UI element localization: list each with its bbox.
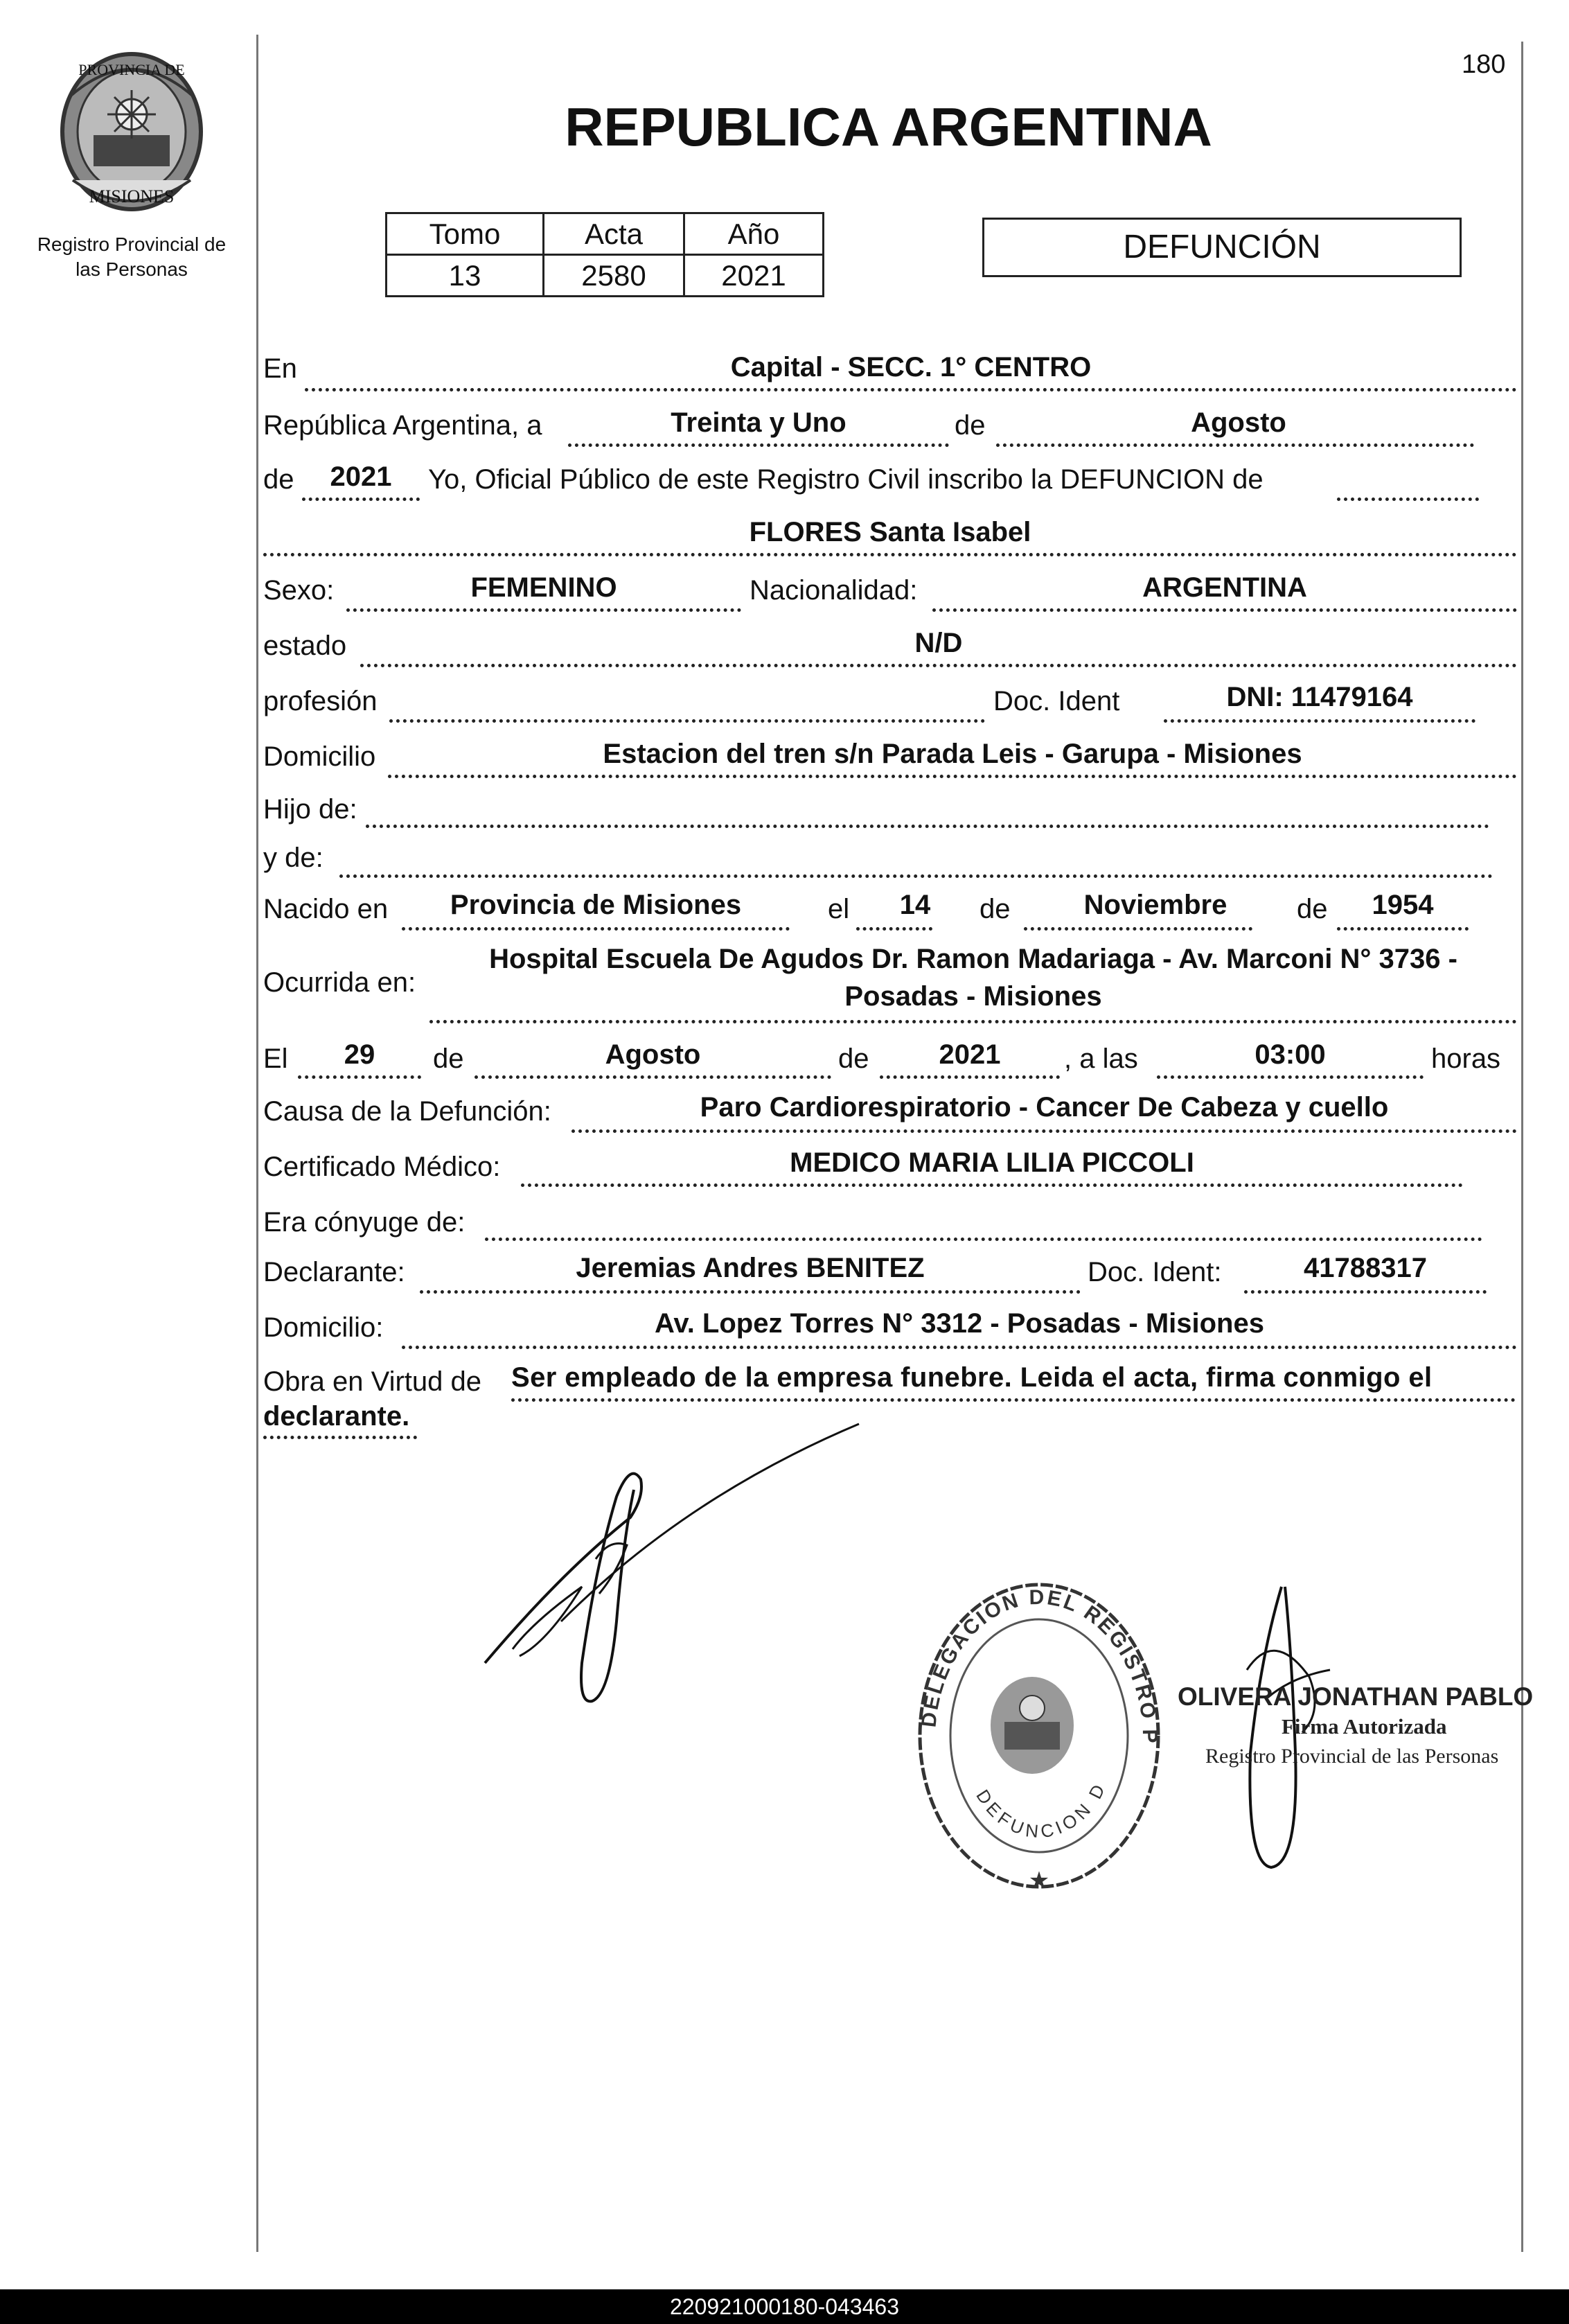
footer-bar [0, 2289, 1569, 2324]
registry-name-line2: las Personas [76, 258, 188, 280]
value-deceased-name: FLORES Santa Isabel [749, 517, 1031, 547]
value-death-place-line1: Hospital Escuela De Agudos Dr. Ramon Madariaga - Av. Marconi N° 3736 - [489, 944, 1457, 974]
table-value-tomo: 13 [387, 255, 544, 297]
line-spouse [485, 1238, 1482, 1241]
line-declarant [420, 1290, 1081, 1294]
line-death-month [475, 1075, 831, 1079]
line-day [568, 443, 949, 447]
label-conyuge: Era cónyuge de: [263, 1207, 466, 1238]
value-sex: FEMENINO [470, 572, 617, 603]
official-seal [907, 1573, 1171, 1899]
label-doc-ident: Doc. Ident [993, 686, 1120, 716]
value-birth-day: 14 [899, 890, 931, 920]
label-obra: Obra en Virtud de [263, 1366, 482, 1397]
line-declarant-address [402, 1346, 1517, 1349]
line-cause [571, 1129, 1517, 1133]
footer-barcode-id: 220921000180-043463 [670, 2294, 899, 2319]
line-address [388, 775, 1517, 778]
label-yo-oficial: Yo, Oficial Público de este Registro Civil inscribo la DEFUNCION de [428, 464, 1264, 495]
label-horas: horas [1431, 1044, 1501, 1074]
label-el-2: El [263, 1044, 288, 1074]
value-day: Treinta y Uno [671, 407, 846, 438]
line-birth-day [856, 927, 932, 931]
svg-text:PROVINCIA DE: PROVINCIA DE [78, 61, 185, 78]
label-declarante: Declarante: [263, 1257, 405, 1287]
right-margin-line [1521, 42, 1523, 2252]
line-mother [339, 874, 1493, 878]
value-address: Estacion del tren s/n Parada Leis - Garupa - Misiones [603, 739, 1302, 769]
value-reason-line2: declarante. [263, 1401, 410, 1432]
line-birth-year [1337, 927, 1469, 931]
value-birth-month: Noviembre [1083, 890, 1227, 920]
line-death-time [1157, 1075, 1424, 1079]
label-domicilio-2: Domicilio: [263, 1312, 384, 1343]
value-death-year: 2021 [939, 1039, 1001, 1070]
svg-text:DEFUNCION DIGITAL: DEFUNCION D [972, 1777, 1111, 1842]
line-civil-status [360, 664, 1517, 667]
value-birth-place: Provincia de Misiones [450, 890, 742, 920]
value-death-place-line2: Posadas - Misiones [844, 981, 1102, 1012]
line-death-year [880, 1075, 1060, 1079]
label-nacionalidad: Nacionalidad: [750, 575, 918, 606]
official-stamp-text [1178, 1682, 1552, 1768]
line-deceased-name [263, 553, 1517, 556]
line-birth-place [402, 927, 790, 931]
label-domicilio: Domicilio [263, 741, 376, 772]
table-header-tomo: Tomo [387, 213, 544, 255]
value-declarant-address: Av. Lopez Torres N° 3312 - Posadas - Misiones [655, 1308, 1264, 1339]
value-doc-ident: DNI: 11479164 [1226, 682, 1413, 712]
document-type-box: DEFUNCIÓN [982, 218, 1462, 277]
label-estado: estado [263, 631, 347, 661]
table-value-ano: 2021 [684, 255, 824, 297]
line-reason-1 [511, 1398, 1516, 1402]
line-medical-certificate [521, 1183, 1463, 1187]
label-causa: Causa de la Defunción: [263, 1096, 551, 1127]
label-el-1: el [828, 894, 850, 924]
line-declarant-doc [1244, 1290, 1487, 1294]
line-year [302, 498, 420, 501]
svg-text:★: ★ [1028, 1867, 1050, 1894]
value-place: Capital - SECC. 1° CENTRO [730, 352, 1092, 382]
line-death-day [298, 1075, 421, 1079]
value-birth-year: 1954 [1372, 890, 1434, 920]
line-father [366, 825, 1489, 828]
label-ocurrida-en: Ocurrida en: [263, 967, 416, 998]
label-de-6: de [838, 1044, 869, 1074]
official-registry: Registro Provincial de las Personas [1205, 1745, 1499, 1768]
value-cause: Paro Cardiorespiratorio - Cancer De Cabeza y cuello [700, 1092, 1389, 1123]
line-death-place [429, 1020, 1517, 1023]
label-profesion: profesión [263, 686, 378, 716]
label-y-de: y de: [263, 843, 323, 873]
label-a-las: , a las [1064, 1044, 1138, 1074]
line-birth-month [1024, 927, 1252, 931]
line-place [305, 388, 1517, 391]
value-death-time: 03:00 [1255, 1039, 1326, 1070]
table-header-acta: Acta [544, 213, 684, 255]
svg-text:DELEGACION DEL REGISTRO PROVIN: DELEGACION DEL REGISTRO P [917, 1585, 1162, 1745]
label-certificado: Certificado Médico: [263, 1152, 501, 1182]
line-name-continuation [1337, 498, 1479, 501]
value-death-day: 29 [344, 1039, 375, 1070]
volume-table [385, 212, 824, 297]
label-republica: República Argentina, a [263, 410, 542, 441]
label-de-5: de [433, 1044, 464, 1074]
label-de-3: de [979, 894, 1011, 924]
value-declarant-doc: 41788317 [1304, 1253, 1427, 1283]
line-reason-2 [263, 1436, 417, 1439]
line-sex [346, 608, 741, 612]
table-header-ano: Año [684, 213, 824, 255]
label-de-2: de [263, 464, 294, 495]
value-reason-line1: Ser empleado de la empresa funebre. Leida el acta, firma conmigo el [511, 1362, 1433, 1393]
label-de-1: de [955, 410, 986, 441]
page-title: REPUBLICA ARGENTINA [565, 96, 1212, 157]
line-nationality [932, 608, 1517, 612]
label-hijo-de: Hijo de: [263, 794, 357, 825]
line-doc-ident [1164, 719, 1475, 723]
value-nationality: ARGENTINA [1142, 572, 1307, 603]
left-margin-line [256, 35, 258, 2252]
table-value-acta: 2580 [544, 255, 684, 297]
label-doc-ident-2: Doc. Ident: [1088, 1257, 1222, 1287]
value-civil-status: N/D [914, 628, 963, 658]
value-declarant: Jeremias Andres BENITEZ [576, 1253, 925, 1283]
official-role: Firma Autorizada [1282, 1714, 1447, 1738]
label-sexo: Sexo: [263, 575, 335, 606]
value-year: 2021 [330, 461, 392, 492]
official-name: OLIVERA JONATHAN PABLO [1178, 1682, 1534, 1711]
declarant-signature [478, 1414, 880, 1718]
value-death-month: Agosto [605, 1039, 701, 1070]
label-en: En [263, 353, 297, 384]
registry-name [14, 232, 249, 282]
registry-name-line1: Registro Provincial de [37, 234, 227, 255]
value-medical-certificate: MEDICO MARIA LILIA PICCOLI [790, 1147, 1194, 1178]
value-month: Agosto [1191, 407, 1286, 438]
label-nacido-en: Nacido en [263, 894, 389, 924]
label-de-4: de [1297, 894, 1328, 924]
line-profession [389, 719, 985, 723]
line-month [996, 443, 1474, 447]
svg-text:MISIONES: MISIONES [89, 186, 175, 206]
page-number: 180 [1462, 50, 1506, 79]
